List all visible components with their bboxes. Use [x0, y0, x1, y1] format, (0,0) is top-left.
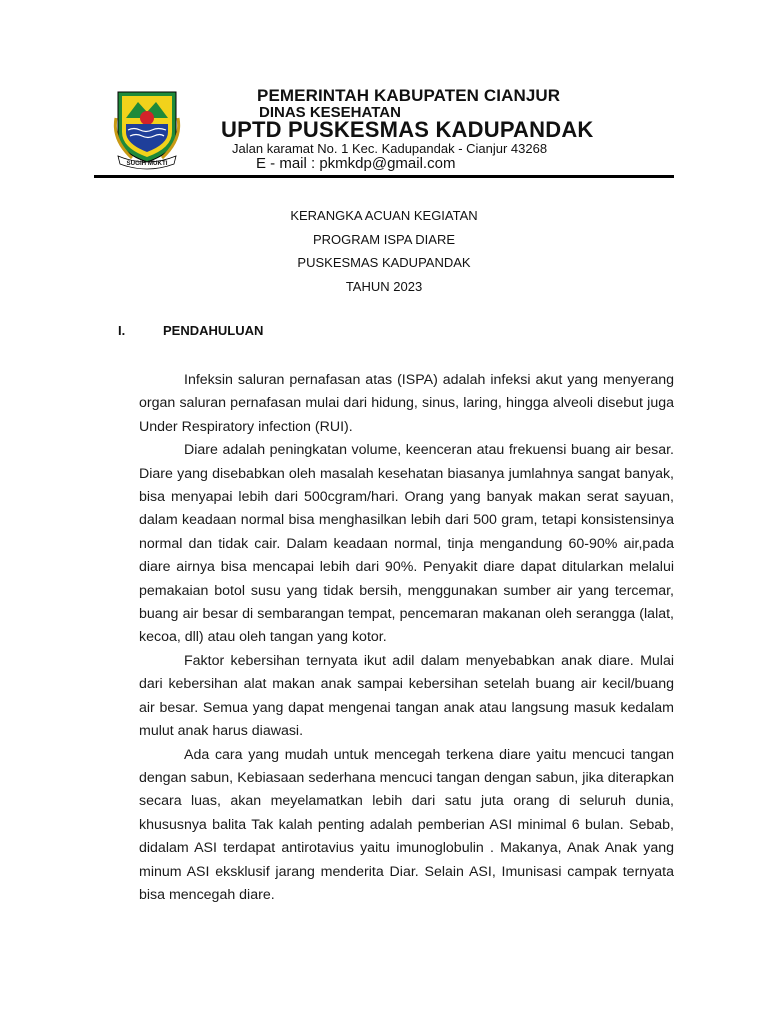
program-title: PROGRAM ISPA DIARE — [312, 231, 456, 247]
letterhead-institution: UPTD PUSKESMAS KADUPANDAK — [221, 117, 594, 142]
letterhead-divider — [94, 175, 674, 178]
paragraph-kebersihan: Faktor kebersihan ternyata ikut adil dalam menyebabkan anak diare. Mulai dari kebersihan alat makan anak sampai kebersihan setelah buang air kecil/buang air besar. Semua yang dapat mengenai tangan anak atau langsung masuk kedalam mulut anak harus diawasi. — [139, 652, 674, 740]
paragraph-diare: Diare adalah peningkatan volume, keenceran atau frekuensi buang air besar. Diare yang disebabkan oleh masalah kesehatan biasanya jumlahnya sangat banyak, bisa menyapai lebih dari 500cgram/hari. Orang yang banyak makan serat sayuan, dalam keadaan normal bisa menghasilkan lebih dari 500 gram, tetapi konsistensinya normal dan tidak cair. Dalam keadaan normal, tinja mengandung 60-90% air,pada diare airnya bisa mencapai lebih dari 90%. Penyakit diare dapat ditularkan melalui pemakaian botol susu yang tidak bersih, menggunakan sumber air yang tercemar, buang air besar di sembarangan tempat, pencemaran makanan oleh serangga (lalat, kecoa, dll) atau oleh tangan yang kotor. — [139, 442, 674, 646]
paragraph-pencegahan: Ada cara yang mudah untuk mencegah terkena diare yaitu mencuci tangan dengan sabun, Kebiasaan sederhana mencuci tangan dengan sabun, jika diterapkan secara luas, akan meyelamatkan lebih dari satu juta orang di seluruh dunia, khususnya balita Tak kalah penting adalah pemberian ASI minimal 6 bulan. Sebab, didalam ASI terdapat antirotavius yaitu imunoglobulin . Makanya, Anak Anak yang minum ASI eksklusif jarang menderita Diar. Selain ASI, Imunisasi campak ternyata bisa mencegah diare. — [139, 746, 674, 903]
section-title: PENDAHULUAN — [163, 323, 264, 338]
paragraph-ispa: Infeksin saluran pernafasan atas (ISPA) adalah infeksi akut yang menyerang organ saluran pernafasan mulai dari hidung, sinus, laring, hingga alveoli disebut juga Under Respiratory infection (RUI). — [139, 372, 674, 435]
year-title: TAHUN 2023 — [345, 278, 423, 294]
section-body — [139, 369, 674, 907]
document-title-block — [0, 208, 768, 302]
section-number: I. — [118, 323, 126, 338]
logo-motto: SUGIH MUKTI — [126, 160, 168, 167]
letterhead-email: E - mail : pkmkdp@gmail.com — [256, 155, 456, 172]
letterhead-government: PEMERINTAH KABUPATEN CIANJUR — [257, 86, 561, 105]
letterhead-address: Jalan karamat No. 1 Kec. Kadupandak - Cianjur 43268 — [232, 141, 548, 156]
facility-title: PUSKESMAS KADUPANDAK — [297, 255, 471, 270]
document-title: KERANGKA ACUAN KEGIATAN — [290, 208, 478, 223]
cianjur-regency-logo — [112, 88, 182, 170]
letterhead-department: DINAS KESEHATAN — [259, 104, 401, 121]
letterhead — [0, 0, 768, 182]
